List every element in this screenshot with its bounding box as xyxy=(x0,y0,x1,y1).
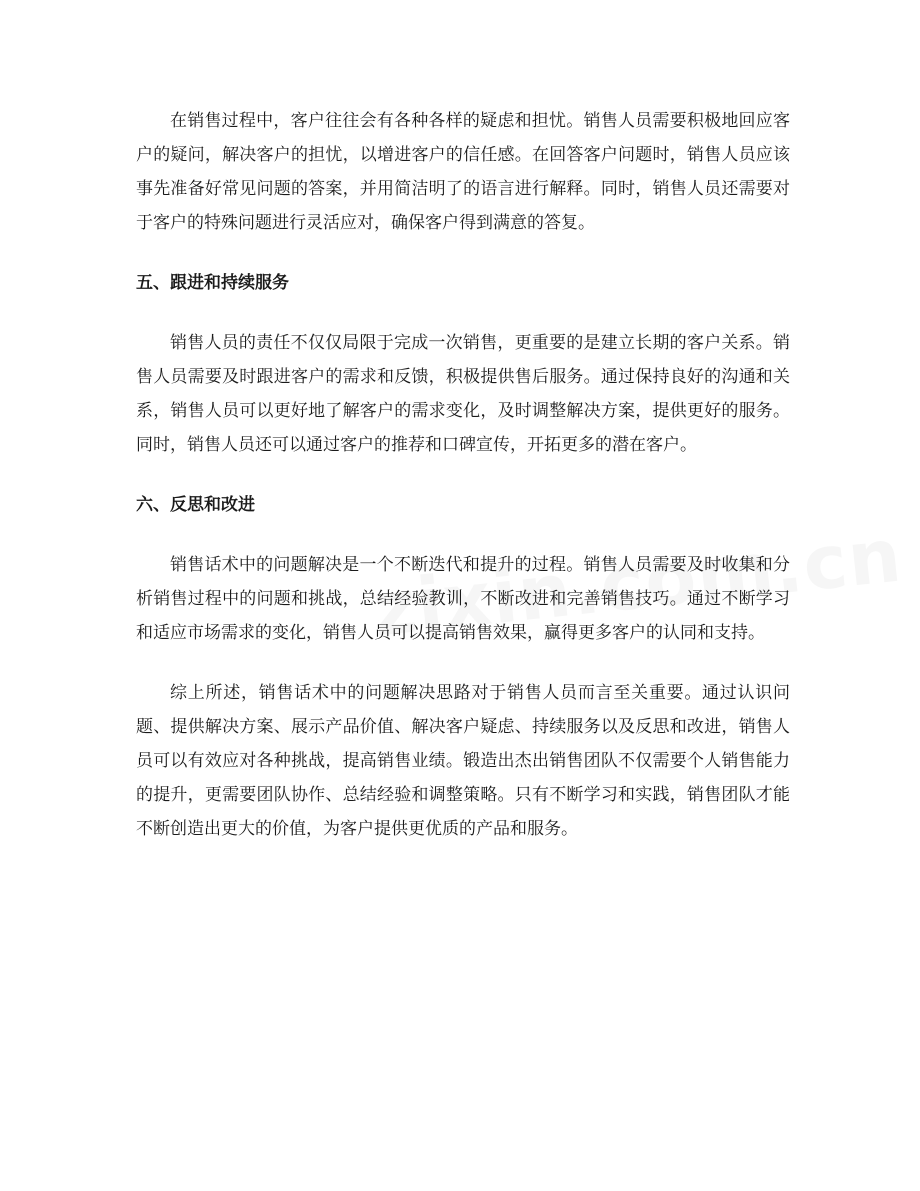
document-body xyxy=(136,104,790,846)
section-heading-5: 五、跟进和持续服务 xyxy=(136,273,289,293)
paragraph-section-5: 销售人员的责任不仅仅局限于完成一次销售，更重要的是建立长期的客户关系。销售人员需要及时跟进客户的需求和反馈，积极提供售后服务。通过保持良好的沟通和关系，销售人员可以更好地了解客户的需求变化，及时调整解决方案，提供更好的服务。同时，销售人员还可以通过客户的推荐和口碑宣传，开拓更多的潜在客户。 xyxy=(136,333,790,455)
paragraph-intro: 在销售过程中，客户往往会有各种各样的疑虑和担忧。销售人员需要积极地回应客户的疑问，解决客户的担忧，以增进客户的信任感。在回答客户问题时，销售人员应该事先准备好常见问题的答案，并用简洁明了的语言进行解释。同时，销售人员还需要对于客户的特殊问题进行灵活应对，确保客户得到满意的答复。 xyxy=(136,111,790,233)
paragraph-conclusion: 综上所述，销售话术中的问题解决思路对于销售人员而言至关重要。通过认识问题、提供解决方案、展示产品价值、解决客户疑虑、持续服务以及反思和改进，销售人员可以有效应对各种挑战，提高销售业绩。锻造出杰出销售团队不仅需要个人销售能力的提升，更需要团队协作、总结经验和调整策略。只有不断学习和实践，销售团队才能不断创造出更大的价值，为客户提供更优质的产品和服务。 xyxy=(136,683,790,839)
section-heading-6: 六、反思和改进 xyxy=(136,495,255,515)
paragraph-section-6: 销售话术中的问题解决是一个不断迭代和提升的过程。销售人员需要及时收集和分析销售过程中的问题和挑战，总结经验教训，不断改进和完善销售技巧。通过不断学习和适应市场需求的变化，销售人员可以提高销售效果，赢得更多客户的认同和支持。 xyxy=(136,555,790,643)
